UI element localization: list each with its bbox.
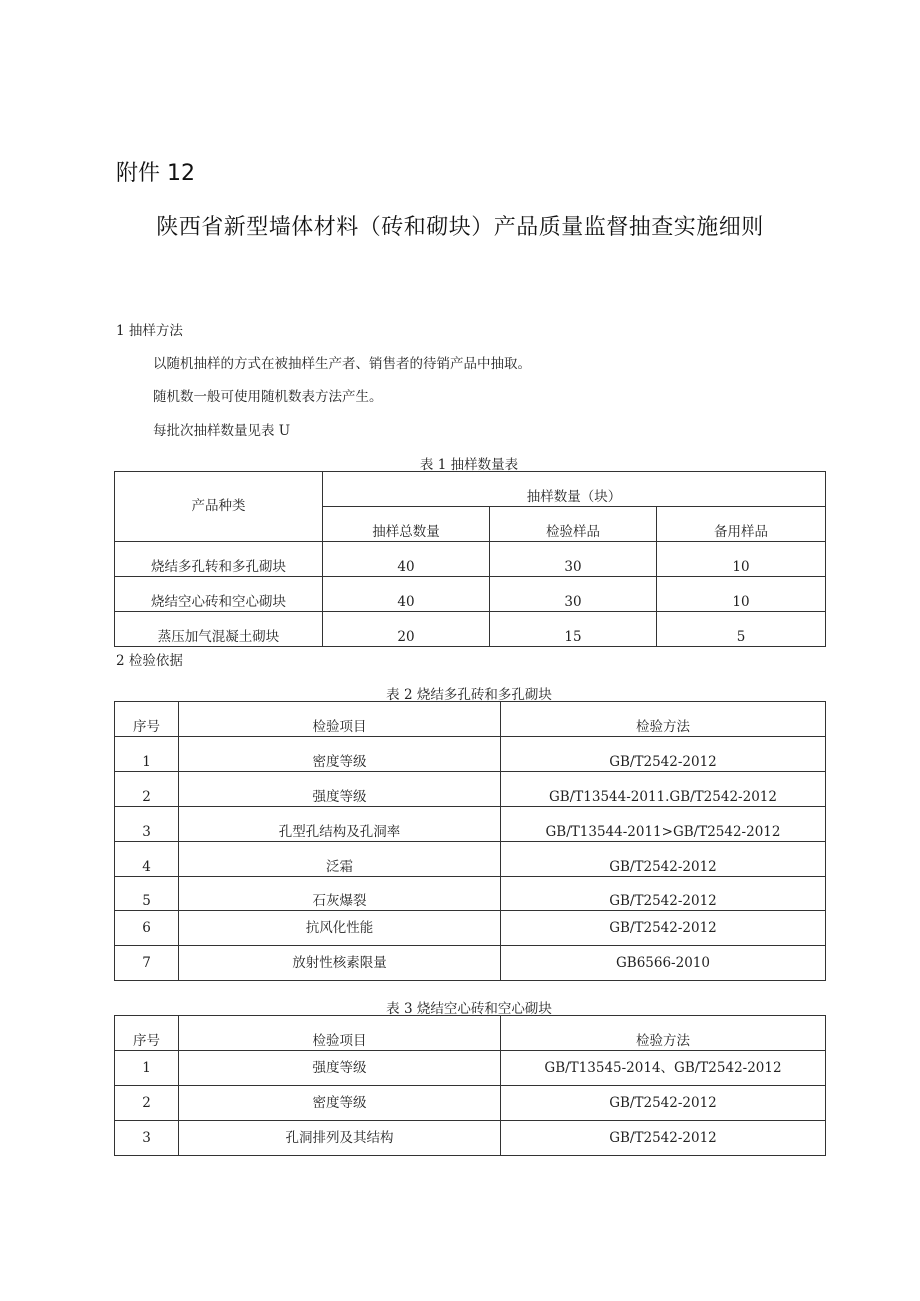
table-row — [115, 772, 826, 807]
serial: 2 — [115, 772, 179, 807]
test-method: GB/T2542-2012 — [501, 737, 826, 772]
section-heading-sampling: 1 抽样方法 — [116, 323, 183, 339]
test-method: GB/T13544-2011>GB/T2542-2012 — [501, 807, 826, 842]
test-method: GB/T13544-2011.GB/T2542-2012 — [501, 772, 826, 807]
table-row — [115, 542, 826, 577]
test-samples: 30 — [490, 542, 657, 577]
header-total-quantity: 抽样总数量 — [323, 507, 490, 542]
test-method: GB/T2542-2012 — [501, 842, 826, 877]
test-item: 放射性核素限量 — [179, 946, 501, 981]
perforated-brick-test-table — [114, 701, 826, 981]
serial: 3 — [115, 1121, 179, 1156]
table-row — [115, 1121, 826, 1156]
paragraph: 随机数一般可使用随机数表方法产生。 — [153, 389, 383, 405]
reserve-samples: 10 — [657, 542, 826, 577]
table-row — [115, 577, 826, 612]
serial: 2 — [115, 1086, 179, 1121]
header-test-samples: 检验样品 — [490, 507, 657, 542]
test-method: GB6566-2010 — [501, 946, 826, 981]
test-method: GB/T2542-2012 — [501, 877, 826, 911]
test-item: 密度等级 — [179, 1086, 501, 1121]
paragraph: 以随机抽样的方式在被抽样生产者、销售者的待销产品中抽取。 — [153, 356, 531, 372]
product-name: 烧结空心砖和空心砌块 — [115, 577, 323, 612]
paragraph: 每批次抽样数量见表 U — [153, 423, 291, 439]
header-sampling-quantity: 抽样数量（块） — [323, 472, 826, 507]
total-quantity: 20 — [323, 612, 490, 647]
table-row — [115, 946, 826, 981]
table-row — [115, 911, 826, 946]
total-quantity: 40 — [323, 542, 490, 577]
header-serial: 序号 — [115, 1016, 179, 1051]
hollow-brick-test-table — [114, 1015, 826, 1156]
table-row — [115, 737, 826, 772]
table1-caption: 表 1 抽样数量表 — [419, 457, 519, 473]
serial: 4 — [115, 842, 179, 877]
test-method: GB/T2542-2012 — [501, 911, 826, 946]
table3-caption: 表 3 烧结空心砖和空心砌块 — [386, 1001, 552, 1017]
serial: 6 — [115, 911, 179, 946]
section-heading-basis: 2 检验依据 — [116, 653, 183, 669]
sampling-quantity-table — [114, 471, 826, 647]
serial: 3 — [115, 807, 179, 842]
header-test-item: 检验项目 — [179, 702, 501, 737]
test-item: 密度等级 — [179, 737, 501, 772]
test-method: GB/T13545-2014、GB/T2542-2012 — [501, 1051, 826, 1086]
test-item: 强度等级 — [179, 1051, 501, 1086]
serial: 1 — [115, 737, 179, 772]
table-row — [115, 612, 826, 647]
product-name: 烧结多孔转和多孔砌块 — [115, 542, 323, 577]
table2-caption: 表 2 烧结多孔砖和多孔砌块 — [386, 687, 552, 703]
test-item: 泛霜 — [179, 842, 501, 877]
total-quantity: 40 — [323, 577, 490, 612]
table-row — [115, 807, 826, 842]
test-item: 孔洞排列及其结构 — [179, 1121, 501, 1156]
table-row — [115, 842, 826, 877]
test-item: 抗风化性能 — [179, 911, 501, 946]
table-row — [115, 1051, 826, 1086]
serial: 5 — [115, 877, 179, 911]
reserve-samples: 5 — [657, 612, 826, 647]
test-item: 孔型孔结构及孔洞率 — [179, 807, 501, 842]
header-serial: 序号 — [115, 702, 179, 737]
table-row — [115, 877, 826, 911]
test-samples: 15 — [490, 612, 657, 647]
serial: 7 — [115, 946, 179, 981]
header-test-method: 检验方法 — [501, 1016, 826, 1051]
test-item: 强度等级 — [179, 772, 501, 807]
test-method: GB/T2542-2012 — [501, 1086, 826, 1121]
attachment-label: 附件 12 — [116, 161, 195, 186]
header-test-method: 检验方法 — [501, 702, 826, 737]
serial: 1 — [115, 1051, 179, 1086]
document-title: 陕西省新型墙体材料（砖和砌块）产品质量监督抽查实施细则 — [156, 215, 764, 240]
header-product-type: 产品种类 — [115, 472, 323, 542]
test-samples: 30 — [490, 577, 657, 612]
header-test-item: 检验项目 — [179, 1016, 501, 1051]
reserve-samples: 10 — [657, 577, 826, 612]
table-row — [115, 1086, 826, 1121]
test-item: 石灰爆裂 — [179, 877, 501, 911]
product-name: 蒸压加气混凝土砌块 — [115, 612, 323, 647]
test-method: GB/T2542-2012 — [501, 1121, 826, 1156]
header-reserve-samples: 备用样品 — [657, 507, 826, 542]
